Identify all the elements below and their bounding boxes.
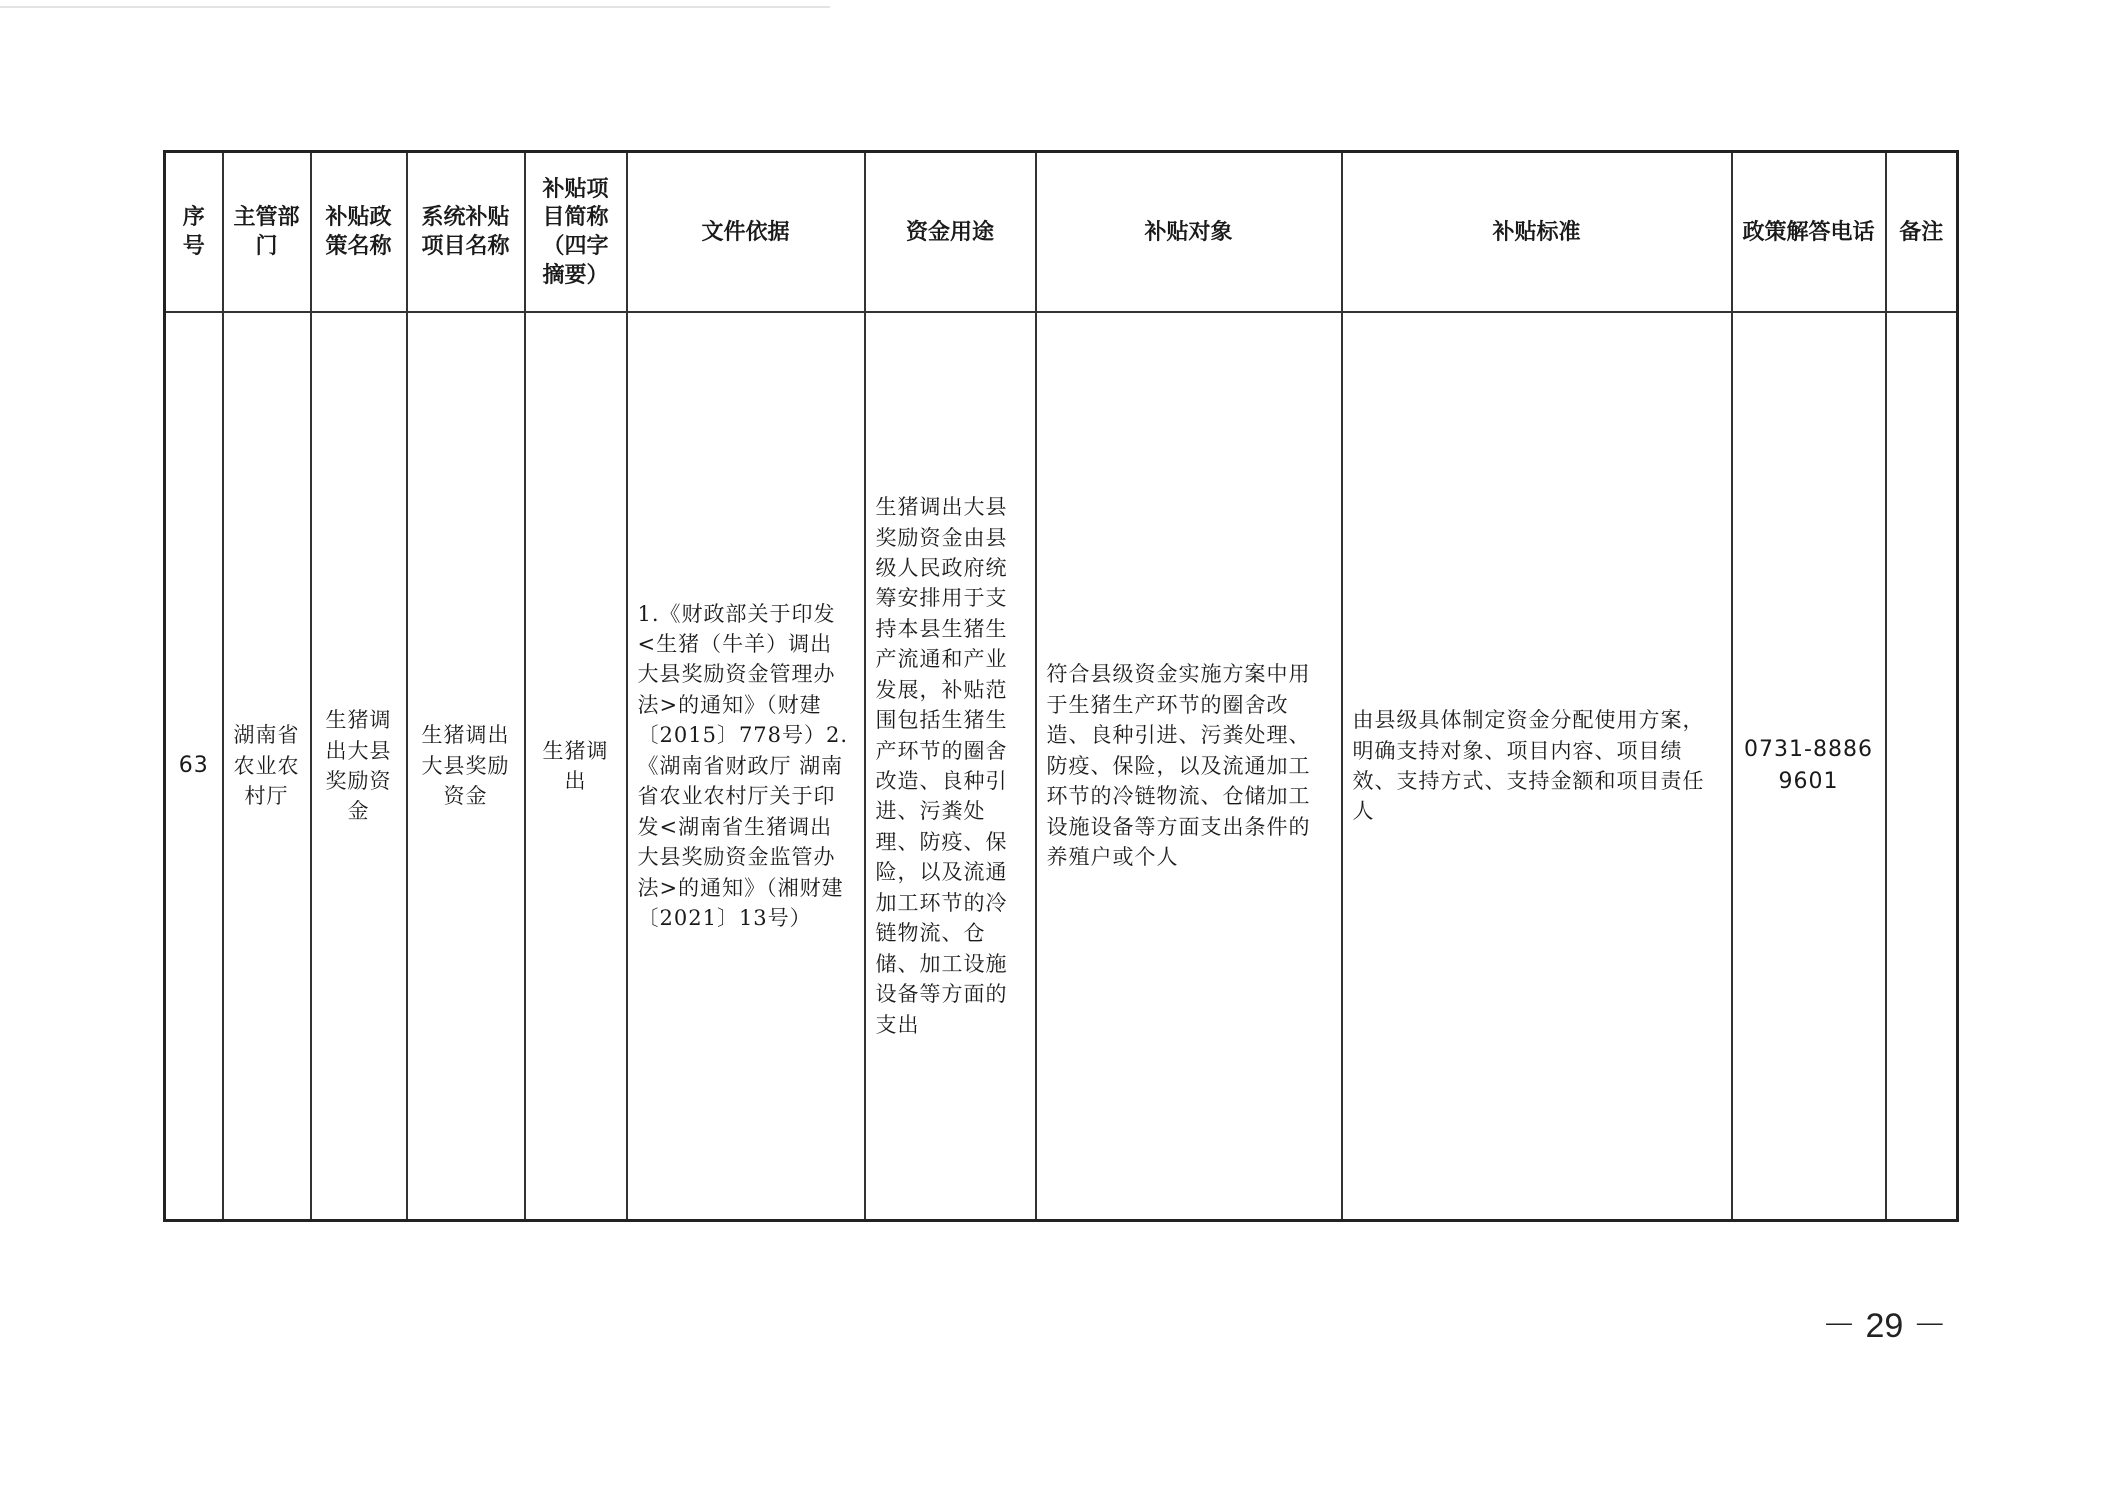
scan-edge-line — [0, 6, 830, 8]
subsidy-policy-table — [163, 150, 1959, 1222]
header-row — [165, 152, 1958, 313]
table-row — [165, 312, 1958, 1221]
cell-seq: 63 — [165, 312, 223, 1221]
cell-system-item: 生猪调出大县奖励资金 — [407, 312, 525, 1221]
cell-standard: 由县级具体制定资金分配使用方案，明确支持对象、项目内容、项目绩效、支持方式、支持金额和项目责任人 — [1342, 312, 1732, 1221]
header-dept: 主管部门 — [223, 152, 311, 313]
header-policy-name: 补贴政策名称 — [311, 152, 407, 313]
cell-remark — [1886, 312, 1958, 1221]
cell-policy-name: 生猪调出大县奖励资金 — [311, 312, 407, 1221]
cell-basis: 1.《财政部关于印发<生猪（牛羊）调出大县奖励资金管理办法>的通知》（财建〔2015〕778号）2.《湖南省财政厅 湖南省农业农村厅关于印发<湖南省生猪调出大县奖励资金监管办法>的通知》（湘财建〔2021〕13号） — [627, 312, 865, 1221]
header-basis: 文件依据 — [627, 152, 865, 313]
header-abbrev: 补贴项目简称（四字摘要） — [525, 152, 627, 313]
header-system-item: 系统补贴项目名称 — [407, 152, 525, 313]
header-phone: 政策解答电话 — [1732, 152, 1886, 313]
cell-dept: 湖南省农业农村厅 — [223, 312, 311, 1221]
header-usage: 资金用途 — [865, 152, 1036, 313]
cell-target: 符合县级资金实施方案中用于生猪生产环节的圈舍改造、良种引进、污粪处理、防疫、保险，以及流通加工环节的冷链物流、仓储加工设施设备等方面支出条件的养殖户或个人 — [1036, 312, 1342, 1221]
header-seq: 序号 — [165, 152, 223, 313]
header-standard: 补贴标准 — [1342, 152, 1732, 313]
page-number: － 29 － — [1822, 1307, 1947, 1345]
cell-usage: 生猪调出大县奖励资金由县级人民政府统筹安排用于支持本县生猪生产流通和产业发展，补贴范围包括生猪生产环节的圈舍改造、良种引进、污粪处理、防疫、保险，以及流通加工环节的冷链物流、仓储、加工设施设备等方面的支出 — [865, 312, 1036, 1221]
header-target: 补贴对象 — [1036, 152, 1342, 313]
header-remark: 备注 — [1886, 152, 1958, 313]
cell-abbrev: 生猪调出 — [525, 312, 627, 1221]
cell-phone: 0731-88869601 — [1732, 312, 1886, 1221]
